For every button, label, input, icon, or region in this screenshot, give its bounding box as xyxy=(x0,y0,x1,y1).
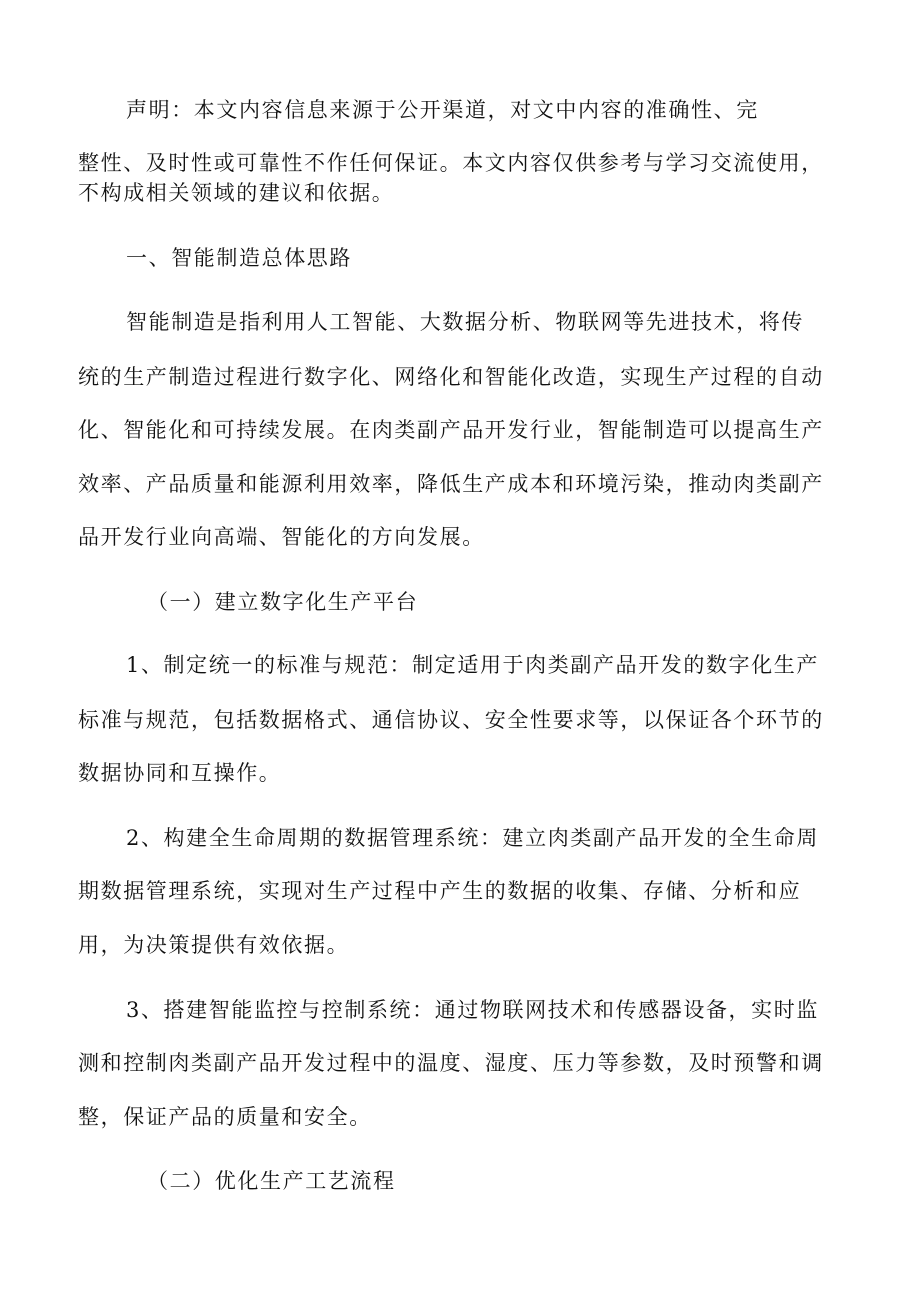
subsection-2-title: （二）优化生产工艺流程 xyxy=(147,1169,396,1193)
intro-line-2: 统的生产制造过程进行数字化、网络化和智能化改造，实现生产过程的自动 xyxy=(78,365,824,389)
intro-line-4: 效率、产品质量和能源利用效率，降低生产成本和环境污染，推动肉类副产 xyxy=(78,472,824,496)
item-1-line-2: 标准与规范，包括数据格式、通信协议、安全性要求等，以保证各个环节的 xyxy=(78,708,824,732)
subsection-1-title: （一）建立数字化生产平台 xyxy=(147,590,419,614)
item-1-line-1: 1、制定统一的标准与规范：制定适用于肉类副产品开发的数字化生产 xyxy=(126,653,819,677)
item-3-line-3: 整，保证产品的质量和安全。 xyxy=(78,1105,372,1129)
disclaimer-line-2: 整性、及时性或可靠性不作任何保证。本文内容仅供参考与学习交流使用， xyxy=(78,151,824,175)
intro-line-1: 智能制造是指利用人工智能、大数据分析、物联网等先进技术，将传 xyxy=(126,310,804,334)
intro-line-5: 品开发行业向高端、智能化的方向发展。 xyxy=(78,525,485,549)
section-title: 一、智能制造总体思路 xyxy=(126,246,352,270)
intro-line-3: 化、智能化和可持续发展。在肉类副产品开发行业，智能制造可以提高生产 xyxy=(78,418,824,442)
item-2-line-3: 用，为决策提供有效依据。 xyxy=(78,933,350,957)
item-3-line-1: 3、搭建智能监控与控制系统：通过物联网技术和传感器设备，实时监 xyxy=(126,998,819,1022)
item-2-line-2: 期数据管理系统，实现对生产过程中产生的数据的收集、存储、分析和应 xyxy=(78,879,802,903)
item-1-line-3: 数据协同和互操作。 xyxy=(78,761,282,785)
disclaimer-line-1: 声明：本文内容信息来源于公开渠道，对文中内容的准确性、完 xyxy=(126,98,759,122)
item-2-line-1: 2、构建全生命周期的数据管理系统：建立肉类副产品开发的全生命周 xyxy=(126,826,819,850)
item-3-line-2: 测和控制肉类副产品开发过程中的温度、湿度、压力等参数，及时预警和调 xyxy=(78,1051,824,1075)
disclaimer-line-3: 不构成相关领域的建议和依据。 xyxy=(78,181,395,205)
